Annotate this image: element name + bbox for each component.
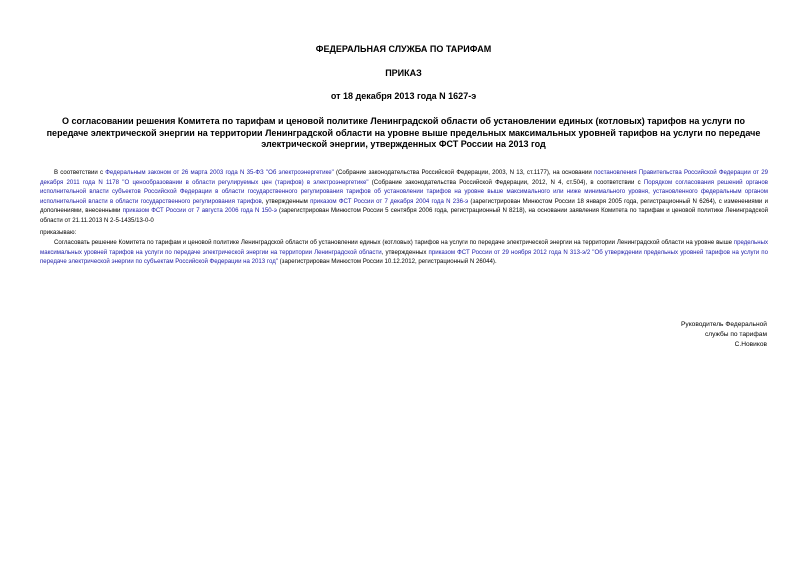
- paragraph-text: (Собрание законодательства Российской Федерации, 2003, N 13, ст.1177), на основании: [333, 169, 594, 176]
- link-government-decree-1178[interactable]: постановления Правительства Российской Федерации от 29 декабря 2011 года N 1178 "О ценообразовании в области регулируемых цен (тарифов) в электроэнергетике": [40, 169, 768, 186]
- paragraph-decision: [40, 238, 768, 267]
- paragraph-text: , утвержденных: [381, 248, 429, 256]
- paragraph-basis: [40, 168, 768, 226]
- signature-position: Руководитель Федеральной: [681, 321, 767, 328]
- paragraph-text: (зарегистрирован Минюстом России 18 января 2005 года, регистрационный N 6264), с изменениями и дополнениями, внесенными: [40, 197, 769, 215]
- paragraph-text: В соответствии с: [54, 169, 106, 176]
- link-approval-procedure[interactable]: Порядком согласования решений органов исполнительной власти субъектов Российской Федерации в области государственного регулирования тарифов об установлении тарифов на уровне выше максимального или ниже минимального уровня, установленного федеральным органом исполнительной власти в области государственного регулирования тарифов: [40, 178, 768, 205]
- link-federal-law-35fz[interactable]: Федеральным законом от 26 марта 2003 года N 35-ФЗ "Об электроэнергетике": [105, 169, 334, 176]
- document-type-heading: ПРИКАЗ: [385, 68, 422, 78]
- link-fst-order-313e2[interactable]: приказом ФСТ России от 29 ноября 2012 года N 313-э/2 "Об утверждении предельных уровней тарифов на услуги по передаче электрической энергии по субъектам Российской Федерации на 2013 год": [40, 248, 768, 266]
- paragraph-order-word: приказываю:: [40, 229, 77, 236]
- paragraph-text: (зарегистрирован Минюстом России 5 сентября 2006 года, регистрационный N 8218), на основании заявления Комитета по тарифам и ценовой политике Ленинградской области от 21.11.2013 N 2-5-1435/13-0-0: [40, 207, 768, 224]
- date-number-heading: от 18 декабря 2013 года N 1627-э: [330, 91, 477, 101]
- paragraph-text: (Собрание законодательства Российской Федерации, 2012, N 4, ст.504), в соответствии с: [368, 178, 644, 186]
- signature-name: С.Новиков: [734, 341, 767, 349]
- link-fst-order-236e[interactable]: приказом ФСТ России от 7 декабря 2004 года N 236-э: [310, 197, 469, 205]
- organization-heading: ФЕДЕРАЛЬНАЯ СЛУЖБА ПО ТАРИФАМ: [315, 44, 492, 54]
- paragraph-text: , утвержденным: [261, 197, 311, 205]
- link-tariff-limits[interactable]: предельных максимальных уровней тарифов на услуги по передаче электрической энергии на территории Ленинградской области: [40, 239, 768, 256]
- paragraph-text: Согласовать решение Комитета по тарифам и ценовой политике Ленинградской области об установлении единых (котловых) тарифов на услуги по передаче электрической энергии на территории Ленинградской области на уровне выше: [54, 239, 734, 246]
- signature-agency: службы по тарифам: [704, 331, 767, 339]
- signature-block: [567, 320, 767, 351]
- paragraph-text: (зарегистрирован Минюстом России 10.12.2012, регистрационный N 26044).: [277, 258, 497, 266]
- document-title: О согласовании решения Комитета по тарифам и ценовой политике Ленинградской области об установлении единых (котловых) тарифов на услуги по передаче электрической энергии на территории Ленинградской области на уровне выше предельных максимальных уровней тарифов на услуги по передаче электрической энергии, утвержденных ФСТ России на 2013 год: [46, 116, 761, 149]
- link-fst-order-150e[interactable]: приказом ФСТ России от 7 августа 2006 года N 150-э: [122, 207, 277, 215]
